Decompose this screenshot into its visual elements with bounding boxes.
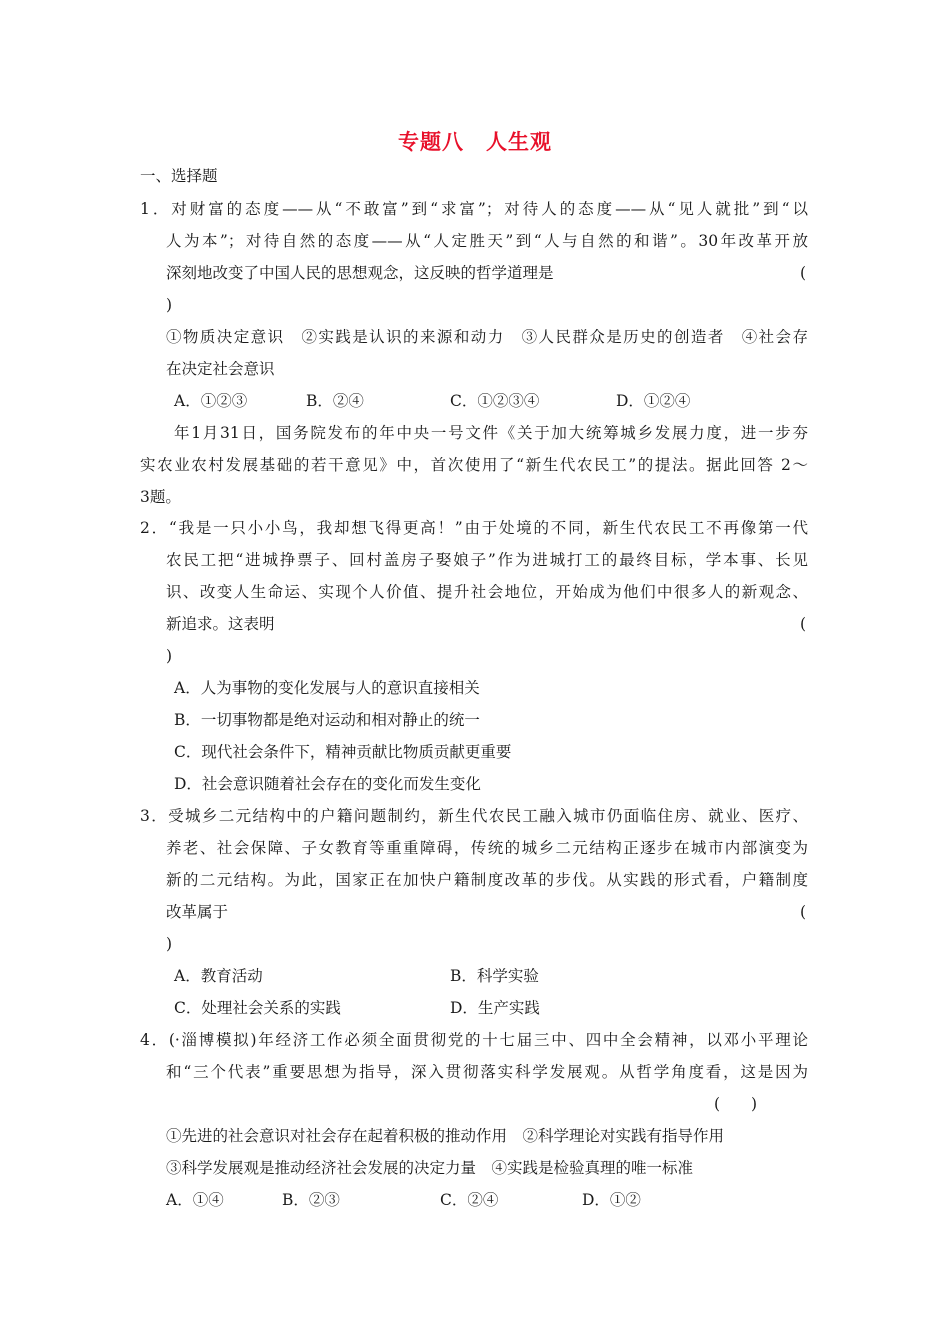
q1-option-b: B．②④ — [306, 392, 364, 410]
q2-option-b: B．一切事物都是绝对运动和相对静止的统一 — [174, 711, 480, 729]
q3-option-b: B．科学实验 — [450, 967, 539, 985]
material-line-1: 年1月31日，国务院发布的年中央一号文件《关于加大统筹城乡发展力度，进一步夯 — [174, 424, 808, 442]
q1-option-c: C．①②③④ — [450, 392, 540, 410]
q3-option-d: D．生产实践 — [450, 999, 540, 1017]
q3-answer-paren-open: ( — [800, 903, 807, 921]
q1-line-2: 人为本”；对待自然的态度——从“人定胜天”到“人与自然的和谐”。30年改革开放 — [166, 232, 808, 250]
q2-line-2: 农民工把“进城挣票子、回村盖房子娶娘子”作为进城打工的最终目标，学本事、长见 — [166, 551, 808, 569]
q1-line-3: 深刻地改变了中国人民的思想观念，这反映的哲学道理是 — [166, 264, 554, 282]
q4-option-c: C．②④ — [440, 1191, 499, 1209]
q4-line-1: 4．(·淄博模拟)年经济工作必须全面贯彻党的十七届三中、四中全会精神，以邓小平理论 — [140, 1031, 808, 1049]
q4-option-d: D．①② — [582, 1191, 641, 1209]
q4-statement-line-1: ①先进的社会意识对社会存在起着积极的推动作用 ②科学理论对实践有指导作用 — [166, 1127, 725, 1145]
q2-option-c: C．现代社会条件下，精神贡献比物质贡献更重要 — [174, 743, 512, 761]
q3-answer-paren-close: ) — [166, 935, 173, 953]
q2-line-4: 新追求。这表明 — [166, 615, 275, 633]
q1-statement-line-2: 在决定社会意识 — [166, 360, 275, 378]
q3-line-3: 新的二元结构。为此，国家正在加快户籍制度改革的步伐。从实践的形式看，户籍制度 — [166, 871, 808, 889]
q3-option-c: C．处理社会关系的实践 — [174, 999, 341, 1017]
q1-option-a: A．①②③ — [174, 392, 248, 410]
q2-line-1: 2．“我是一只小小鸟，我却想飞得更高！”由于处境的不同，新生代农民工不再像第一代 — [140, 519, 808, 537]
q2-option-d: D．社会意识随着社会存在的变化而发生变化 — [174, 775, 481, 793]
q1-option-d: D．①②④ — [616, 392, 691, 410]
q1-statement-line-1: ①物质决定意识 ②实践是认识的来源和动力 ③人民群众是历史的创造者 ④社会存 — [166, 328, 808, 346]
q2-option-a: A．人为事物的变化发展与人的意识直接相关 — [174, 679, 480, 697]
q1-answer-paren-open: ( — [800, 264, 807, 282]
q4-statement-line-2: ③科学发展观是推动经济社会发展的决定力量 ④实践是检验真理的唯一标准 — [166, 1159, 694, 1177]
material-line-2: 实农业农村发展基础的若干意见》中，首次使用了“新生代农民工”的提法。据此回答 2～ — [140, 456, 808, 474]
q4-answer-paren: ( ) — [714, 1095, 758, 1113]
q2-answer-paren-open: ( — [800, 615, 807, 633]
q3-line-4: 改革属于 — [166, 903, 229, 921]
material-line-3: 3题。 — [140, 488, 181, 506]
q1-line-1: 1．对财富的态度——从“不敢富”到“求富”；对待人的态度——从“见人就批”到“以 — [140, 200, 808, 218]
section-heading: 一、选择题 — [140, 167, 218, 185]
page-title: 专题八 人生观 — [398, 130, 552, 154]
q1-answer-paren-close: ) — [166, 296, 173, 314]
q4-line-2: 和“三个代表”重要思想为指导，深入贯彻落实科学发展观。从哲学角度看，这是因为 — [166, 1063, 808, 1081]
q3-line-1: 3．受城乡二元结构中的户籍问题制约，新生代农民工融入城市仍面临住房、就业、医疗、 — [140, 807, 808, 825]
q4-option-a: A．①④ — [166, 1191, 224, 1209]
q2-line-3: 识、改变人生命运、实现个人价值、提升社会地位，开始成为他们中很多人的新观念、 — [166, 583, 808, 601]
q3-line-2: 养老、社会保障、子女教育等重重障碍，传统的城乡二元结构正逐步在城市内部演变为 — [166, 839, 808, 857]
q2-answer-paren-close: ) — [166, 647, 173, 665]
q4-option-b: B．②③ — [282, 1191, 340, 1209]
q3-option-a: A．教育活动 — [174, 967, 263, 985]
